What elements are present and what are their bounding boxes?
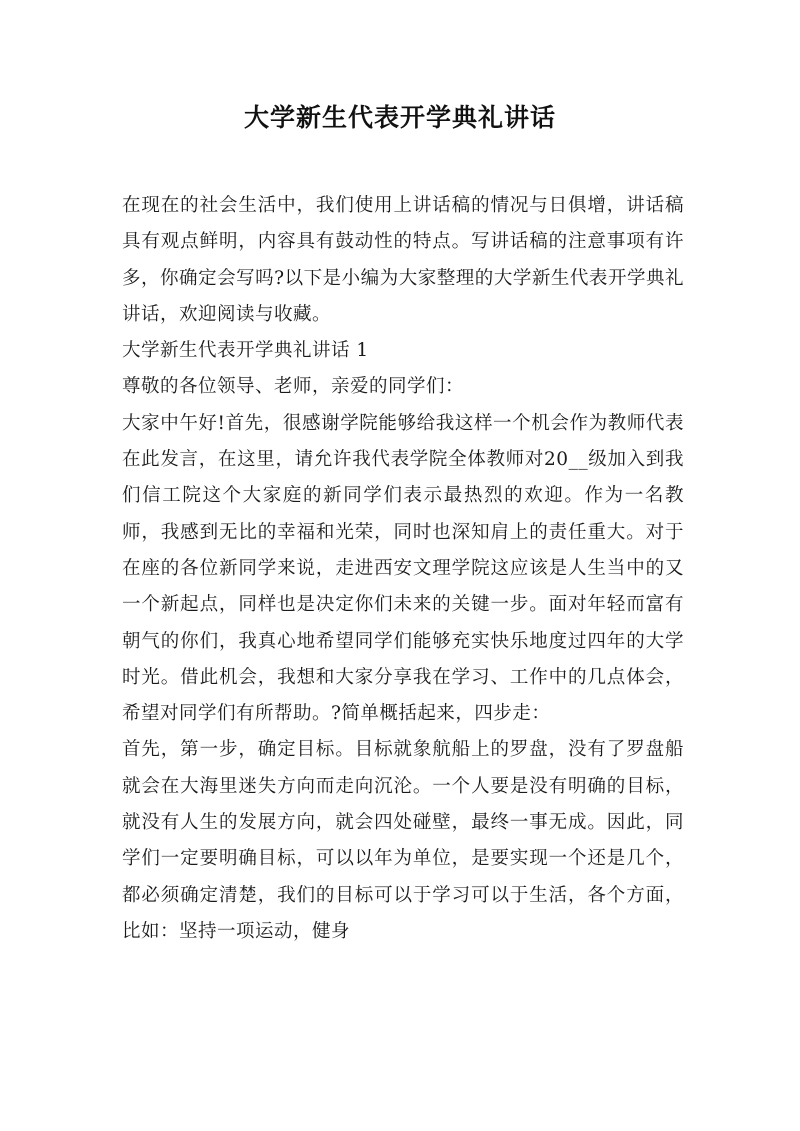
- page-title: 大学新生代表开学典礼讲话: [243, 103, 556, 132]
- body-paragraph-2: 首先，第一步，确定目标。目标就象航船上的罗盘，没有了罗盘船就会在大海里迷失方向而走向沉沦。一个人要是没有明确的目标，就没有人生的发展方向，就会四处碰壁，最终一事无成。因此，同学们一定要明确目标，可以以年为单位，是要实现一个还是几个，都必须确定清楚，我们的目标可以于学习可以于生活，各个方面，比如：坚持一项运动，健身: [122, 739, 684, 942]
- section-heading: 大学新生代表开学典礼讲话 1: [122, 340, 369, 362]
- document-body: [122, 188, 684, 950]
- salutation: 尊敬的各位领导、老师，亲爱的同学们：: [122, 376, 465, 398]
- body-paragraph-1: 大家中午好!首先，很感谢学院能够给我这样一个机会作为教师代表在此发言，在这里，请允许我代表学院全体教师对20__级加入到我们信工院这个大家庭的新同学们表示最热烈的欢迎。作为一名教师，我感到无比的幸福和光荣，同时也深知肩上的责任重大。对于在座的各位新同学来说，走进西安文理学院这应该是人生当中的又一个新起点，同样也是决定你们未来的关键一步。面对年轻而富有朝气的你们，我真心地希望同学们能够充实快乐地度过四年的大学时光。借此机会，我想和大家分享我在学习、工作中的几点体会，希望对同学们有所帮助。?简单概括起来，四步走：: [122, 412, 684, 725]
- intro-paragraph: 在现在的社会生活中，我们使用上讲话稿的情况与日俱增，讲话稿具有观点鲜明，内容具有鼓动性的特点。写讲话稿的注意事项有许多，你确定会写吗?以下是小编为大家整理的大学新生代表开学典礼讲话，欢迎阅读与收藏。: [122, 195, 684, 325]
